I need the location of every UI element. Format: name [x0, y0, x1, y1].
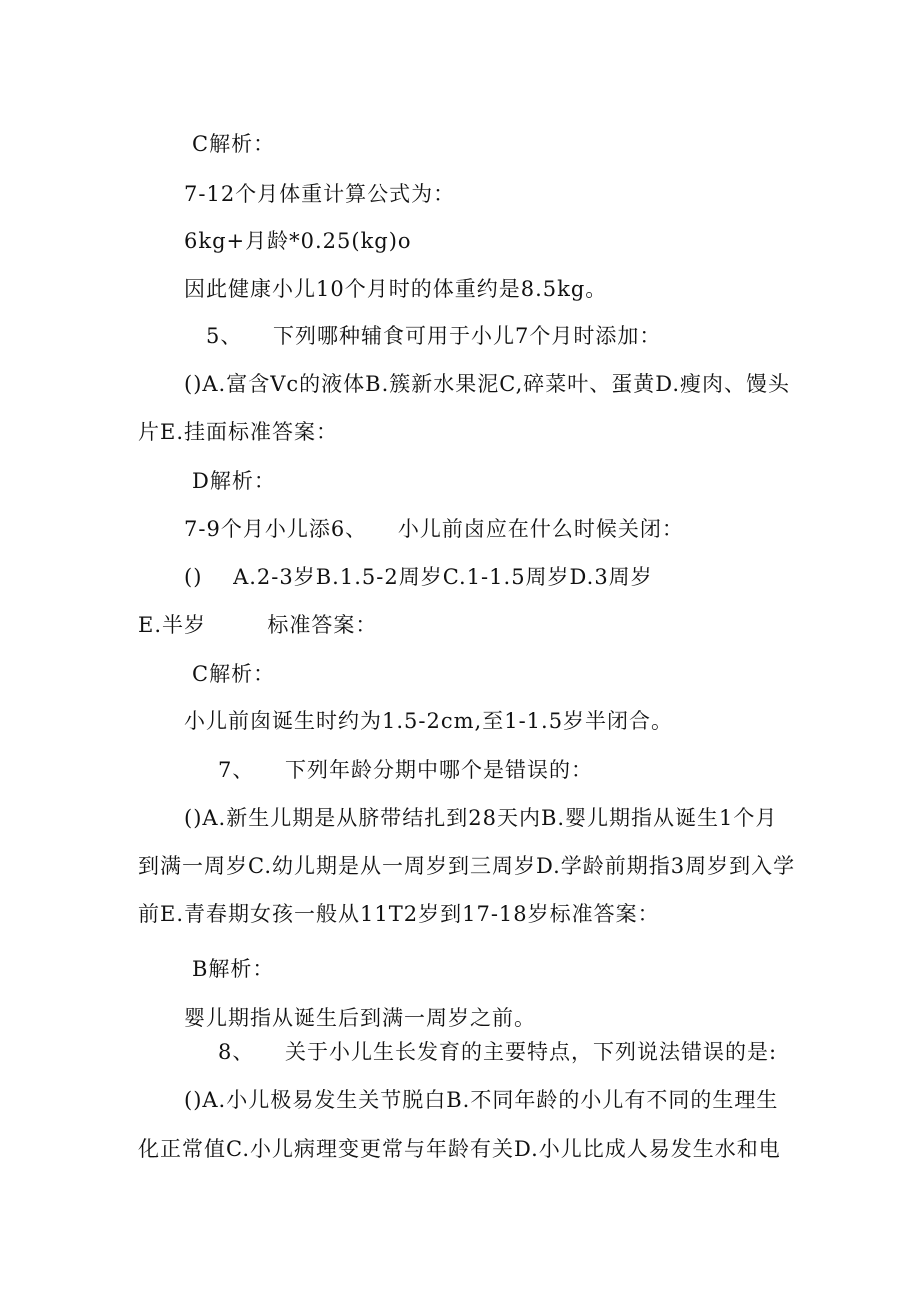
- question-5-options-line-2: 片E.挂面标准答案：: [138, 420, 339, 444]
- question-5-options-line-1: ()A.富含Vc的液体B.簇新水果泥C,碎菜叶、蛋黄D.瘦肉、馒头: [184, 372, 791, 396]
- question-6-options-line-1: () A.2-3岁B.1.5-2周岁C.1-1.5周岁D.3周岁: [184, 565, 653, 589]
- question-7-options-line-1: ()A.新生儿期是从脐带结扎到28天内B.婴儿期指从诞生1个月: [184, 806, 778, 830]
- question-5: 5、 下列哪种辅食可用于小儿7个月时添加：: [206, 324, 662, 348]
- question-6: 7-9个月小儿添6、 小儿前卤应在什么时候关闭：: [184, 517, 684, 541]
- question-6-options-line-2: E.半岁 标准答案：: [138, 613, 378, 637]
- question-8-options-line-2: 化正常值C.小儿病理变更常与年龄有关D.小儿比成人易发生水和电: [138, 1137, 781, 1161]
- answer-c-label-1: C解析：: [192, 132, 276, 156]
- weight-conclusion: 因此健康小儿10个月时的体重约是8.5kg。: [184, 277, 608, 301]
- question-7-options-line-2: 到满一周岁C.幼儿期是从一周岁到三周岁D.学龄前期指3周岁到入学: [138, 854, 796, 878]
- question-7-options-line-3: 前E.青春期女孩一般从11T2岁到17-18岁标准答案：: [138, 902, 660, 926]
- question-8-options-line-1: ()A.小儿极易发生关节脱白B.不同年龄的小儿有不同的生理生: [184, 1088, 779, 1112]
- answer-d-label: D解析：: [192, 469, 276, 493]
- infancy-explanation: 婴儿期指从诞生后到满一周岁之前。: [184, 1006, 536, 1030]
- answer-c-label-2: C解析：: [192, 662, 276, 686]
- formula-heading: 7-12个月体重计算公式为：: [184, 182, 456, 206]
- question-8: 8、 关于小儿生长发育的主要特点，下列说法错误的是:: [218, 1040, 778, 1064]
- question-7: 7、 下列年龄分期中哪个是错误的：: [218, 758, 594, 782]
- fontanelle-explanation: 小儿前囱诞生时约为1.5-2cm,至1-1.5岁半闭合。: [184, 709, 674, 733]
- formula-text: 6kg+月龄*0.25(kg)o: [184, 229, 412, 253]
- answer-b-label: B解析：: [192, 957, 275, 981]
